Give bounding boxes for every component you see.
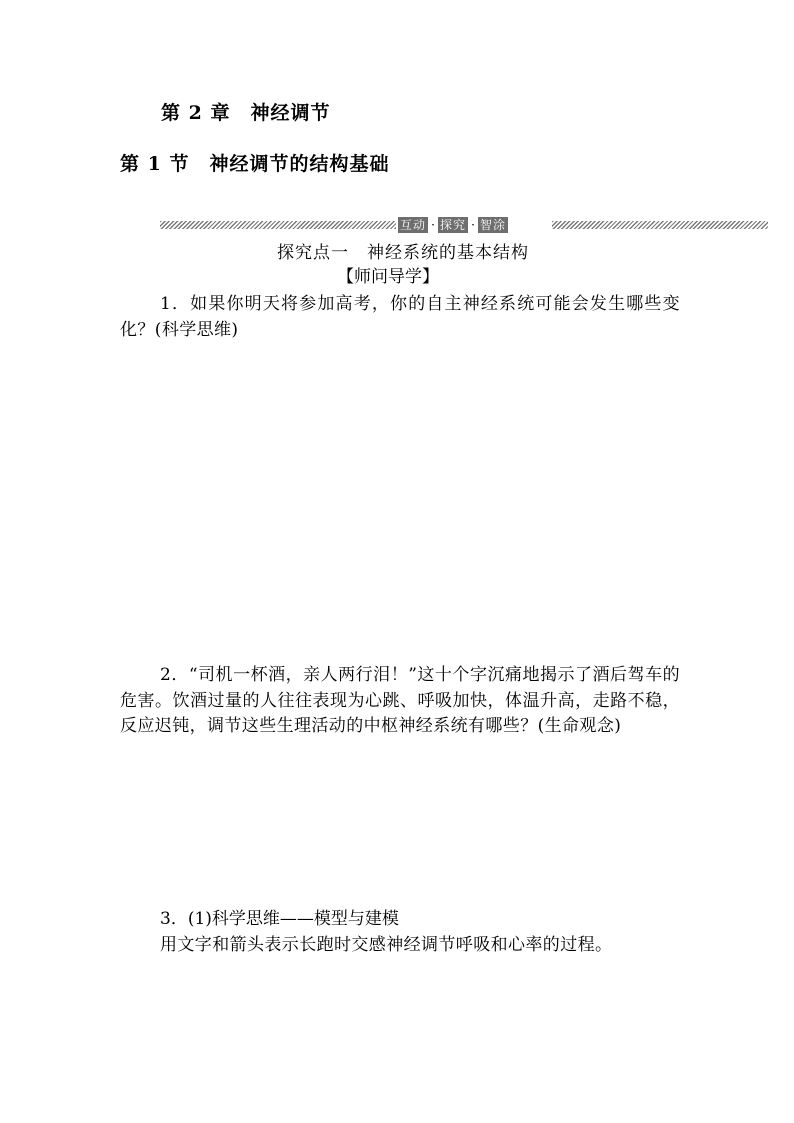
banner-badge-interact: 互动 [400,218,427,232]
banner-separator: · [471,218,475,232]
section-banner [160,217,768,233]
banner-hatch-left [160,221,396,229]
topic-subtitle: 【师问导学】 [337,267,439,287]
question-3-heading: 3．(1)科学思维——模型与建模 [160,909,399,929]
topic-title: 探究点一 神经系统的基本结构 [277,243,529,263]
question-2: 2．“司机一杯酒，亲人两行泪！”这十个字沉痛地揭示了酒后驾车的危害。饮酒过量的人往往表现为心跳、呼吸加快，体温升高，走路不稳，反应迟钝，调节这些生理活动的中枢神经系统有哪些？(生命观念) [120,665,680,737]
section-title: 第 1 节 神经调节的结构基础 [120,153,390,175]
chapter-title: 第 2 章 神经调节 [161,102,331,124]
banner-badges [398,217,550,233]
banner-hatch-right [552,221,768,229]
banner-badge-wisdom: 智涂 [480,218,507,232]
question-1: 1．如果你明天将参加高考，你的自主神经系统可能会发生哪些变化？(科学思维) [120,294,680,340]
question-3-text: 用文字和箭头表示长跑时交感神经调节呼吸和心率的过程。 [160,935,613,955]
banner-badge-explore: 探究 [440,218,467,232]
banner-separator: · [431,218,435,232]
